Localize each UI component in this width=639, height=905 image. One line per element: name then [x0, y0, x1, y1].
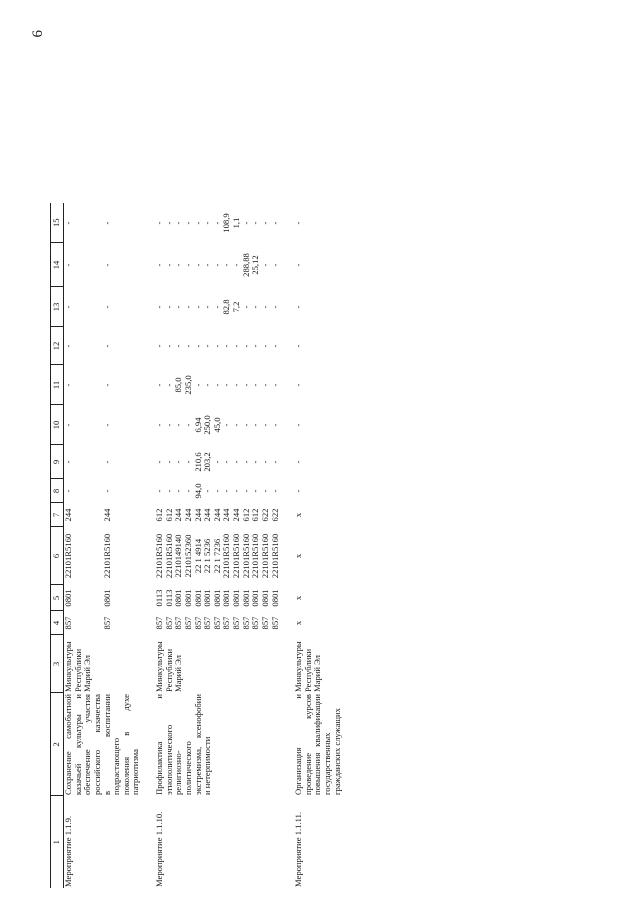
data-cell: 0801: [102, 589, 113, 607]
column-header: 6: [51, 527, 64, 585]
data-cell: -: [211, 460, 222, 464]
data-cell: -: [182, 305, 193, 309]
data-cell: 0113: [163, 589, 174, 607]
data-cell: -: [63, 460, 73, 464]
description-line: повышения квалификации: [312, 694, 323, 795]
data-cell: 244: [102, 508, 113, 522]
description-line: проведение курсов: [302, 694, 313, 795]
data-cell: -: [269, 423, 280, 427]
agency-line: Республики: [163, 648, 174, 692]
data-cell: -: [269, 489, 280, 493]
data-cell: -: [63, 221, 73, 225]
data-cell: 857: [231, 616, 241, 630]
data-cell: -: [192, 305, 203, 309]
data-cell: 857: [211, 616, 222, 630]
data-cell: 244: [173, 508, 184, 522]
data-cell: -: [259, 263, 270, 267]
data-cell: 0801: [63, 589, 73, 607]
column-header: 15: [51, 203, 64, 243]
data-cell: -: [163, 489, 174, 493]
data-cell: 244: [221, 508, 232, 522]
data-cell: -: [154, 423, 164, 427]
description-line: подрастающего: [111, 737, 122, 795]
data-cell: 22101R5160: [259, 533, 270, 579]
data-cell: -: [154, 221, 164, 225]
agency-line: Республики: [72, 648, 83, 692]
data-cell: -: [202, 383, 213, 387]
data-cell: х: [293, 553, 304, 559]
data-cell: -: [250, 460, 261, 464]
data-cell: -: [102, 423, 113, 427]
data-cell: -: [250, 305, 261, 309]
data-cell: -: [293, 489, 304, 493]
data-cell: 622: [259, 508, 270, 522]
data-cell: -: [221, 383, 232, 387]
data-cell: 22101R5160: [154, 533, 164, 579]
data-cell: 857: [173, 616, 184, 630]
data-cell: 22101R5160: [250, 533, 261, 579]
data-cell: -: [231, 383, 241, 387]
description-line: обеспечение участия: [82, 694, 93, 795]
data-cell: -: [173, 423, 184, 427]
responsible-agency: [294, 635, 342, 693]
data-cell: -: [221, 423, 232, 427]
data-cell: 0801: [240, 589, 251, 607]
data-cell: -: [192, 263, 203, 267]
description-line: Профилактика и: [154, 694, 164, 795]
data-cell: -: [154, 489, 164, 493]
data-cell: -: [221, 489, 232, 493]
description-line: государственных: [322, 732, 332, 795]
data-cell: -: [102, 489, 113, 493]
data-cell: 7,2: [231, 301, 241, 313]
data-cell: -: [163, 460, 174, 464]
description-line: гражданских служащих: [331, 708, 342, 795]
description-line: религиозно-: [173, 750, 184, 795]
column-header: 7: [51, 503, 64, 527]
data-cell: -: [182, 221, 193, 225]
data-cell: -: [63, 383, 73, 387]
data-cell: -: [154, 383, 164, 387]
data-cell: -: [182, 423, 193, 427]
column-header: 9: [51, 445, 64, 479]
data-cell: -: [269, 383, 280, 387]
description-line: политического: [182, 741, 193, 795]
data-cell: 22101R5160: [231, 533, 241, 579]
agency-line: Минкультуры: [63, 641, 73, 692]
data-cell: -: [293, 423, 304, 427]
data-cell: 244: [192, 508, 203, 522]
data-cell: 235,0: [182, 375, 193, 395]
agency-line: Минкультуры: [154, 641, 164, 692]
data-cell: 22101R5160: [163, 533, 174, 579]
data-cell: -: [259, 383, 270, 387]
data-cell: -: [163, 383, 174, 387]
data-cell: -: [293, 460, 304, 464]
data-cell: -: [102, 263, 113, 267]
data-cell: -: [102, 460, 113, 464]
measure-description: [155, 693, 280, 796]
data-cell: -: [231, 423, 241, 427]
data-cell: -: [163, 263, 174, 267]
data-cell: 210,6: [192, 452, 203, 472]
data-cell: -: [259, 460, 270, 464]
data-cell: 612: [250, 508, 261, 522]
data-cell: -: [163, 221, 174, 225]
data-cell: х: [293, 595, 304, 601]
data-cell: 612: [240, 508, 251, 522]
data-cell: 244: [211, 508, 222, 522]
budget-table: [50, 203, 342, 888]
data-cell: -: [221, 344, 232, 348]
column-header: 8: [51, 479, 64, 503]
header-row: [51, 203, 64, 888]
data-cell: 0801: [211, 589, 222, 607]
data-cell: -: [250, 423, 261, 427]
data-cell: -: [192, 383, 203, 387]
data-cell: -: [173, 460, 184, 464]
data-cell: -: [182, 344, 193, 348]
data-cell: -: [269, 344, 280, 348]
data-cell: -: [221, 460, 232, 464]
data-cell: 22101R5160: [269, 533, 280, 579]
data-cell: -: [240, 460, 251, 464]
data-cell: -: [259, 423, 270, 427]
data-cell: 22101R5160: [102, 533, 113, 579]
data-cell: -: [192, 221, 203, 225]
data-cell: -: [63, 489, 73, 493]
data-cell: 612: [154, 508, 164, 522]
column-header: 5: [51, 585, 64, 611]
data-cell: 857: [269, 616, 280, 630]
data-cell: -: [240, 305, 251, 309]
document-page: [30, 18, 610, 888]
data-cell: 857: [63, 616, 73, 630]
data-cell: -: [231, 344, 241, 348]
data-cell: 6,94: [192, 417, 203, 433]
data-cell: 0801: [221, 589, 232, 607]
data-cell: -: [211, 383, 222, 387]
data-cell: 0801: [231, 589, 241, 607]
data-cell: -: [259, 344, 270, 348]
data-cell: -: [202, 344, 213, 348]
data-cell: -: [102, 383, 113, 387]
column-header: 12: [51, 327, 64, 365]
data-cell: -: [231, 460, 241, 464]
data-cell: 857: [102, 616, 113, 630]
data-cell: -: [63, 305, 73, 309]
description-line: поколения в духе: [120, 694, 131, 795]
data-cell: 612: [163, 508, 174, 522]
agency-line: Марий Эл: [173, 655, 184, 692]
description-line: казачьей культуры и: [72, 694, 83, 795]
description-line: в воспитании: [101, 694, 112, 795]
data-cell: 244: [231, 508, 241, 522]
data-cell: 250,0: [202, 415, 213, 435]
data-cell: 0801: [250, 589, 261, 607]
description-line: Сохранение самобытной: [63, 694, 73, 795]
data-cell: -: [154, 344, 164, 348]
data-cell: -: [293, 305, 304, 309]
data-cell: -: [211, 221, 222, 225]
data-cell: -: [231, 263, 241, 267]
data-cell: 22101R5160: [63, 533, 73, 579]
data-cell: -: [163, 423, 174, 427]
data-cell: 0113: [154, 589, 164, 607]
data-cell: 0801: [269, 589, 280, 607]
description-line: патриотизма: [130, 749, 141, 795]
data-cell: -: [173, 305, 184, 309]
data-cell: 22101R5160: [240, 533, 251, 579]
data-cell: -: [102, 221, 113, 225]
column-header: 1: [51, 796, 64, 888]
description-line: Организация и: [293, 694, 304, 795]
data-cell: -: [211, 263, 222, 267]
data-cell: 857: [221, 616, 232, 630]
data-cell: 203,2: [202, 452, 213, 472]
data-cell: -: [211, 344, 222, 348]
agency-line: Марий Эл: [82, 655, 93, 692]
agency-line: Республики: [302, 648, 313, 692]
data-cell: 25,12: [250, 255, 261, 275]
data-cell: -: [202, 489, 213, 493]
data-cell: -: [240, 344, 251, 348]
data-cell: -: [250, 344, 261, 348]
data-cell: -: [182, 263, 193, 267]
agency-line: Минкультуры: [293, 641, 304, 692]
data-cell: 857: [163, 616, 174, 630]
data-cell: 0801: [192, 589, 203, 607]
data-cell: 94,0: [192, 483, 203, 499]
data-cell: -: [192, 344, 203, 348]
data-cell: 108,9: [221, 213, 232, 233]
data-cell: -: [269, 263, 280, 267]
column-header: 13: [51, 287, 64, 327]
data-cell: 22 1 7236: [211, 538, 222, 574]
data-cell: 45,0: [211, 417, 222, 433]
data-cell: -: [240, 221, 251, 225]
data-cell: -: [63, 263, 73, 267]
measure-title: Мероприятие 1.1.9.: [63, 815, 73, 887]
data-cell: -: [173, 263, 184, 267]
responsible-agency: [155, 635, 280, 693]
column-header: 11: [51, 365, 64, 405]
data-cell: -: [221, 263, 232, 267]
data-cell: 0801: [259, 589, 270, 607]
page-number: 6: [30, 30, 46, 38]
description-line: этнополитического: [163, 724, 174, 795]
data-cell: -: [154, 305, 164, 309]
data-cell: 22101R5160: [221, 533, 232, 579]
responsible-agency: [64, 635, 142, 693]
table-row: [294, 203, 342, 888]
data-cell: -: [240, 423, 251, 427]
data-cell: -: [163, 305, 174, 309]
data-cell: 857: [250, 616, 261, 630]
data-cell: 244: [63, 508, 73, 522]
data-cell: 857: [154, 616, 164, 630]
measure-description: [294, 693, 342, 796]
data-cell: -: [250, 221, 261, 225]
data-cell: -: [163, 344, 174, 348]
column-header: 4: [51, 611, 64, 635]
agency-line: Марий Эл: [312, 655, 323, 692]
data-cell: 857: [259, 616, 270, 630]
measure-title: Мероприятие 1.1.11.: [293, 811, 304, 887]
description-line: и нетерпимости: [202, 736, 213, 795]
data-cell: -: [173, 489, 184, 493]
description-line: российского казачества: [91, 694, 102, 795]
data-cell: -: [63, 344, 73, 348]
data-cell: 244: [182, 508, 193, 522]
data-cell: -: [293, 263, 304, 267]
data-cell: -: [293, 221, 304, 225]
data-cell: 857: [240, 616, 251, 630]
data-cell: 244: [202, 508, 213, 522]
data-cell: -: [173, 344, 184, 348]
data-cell: -: [102, 344, 113, 348]
data-cell: 0801: [182, 589, 193, 607]
data-cell: 622: [269, 508, 280, 522]
data-cell: 22 1 5236: [202, 538, 213, 574]
data-cell: 288,88: [240, 253, 251, 277]
data-cell: 22 1 4914: [192, 538, 203, 574]
data-cell: -: [250, 489, 261, 493]
data-cell: -: [182, 460, 193, 464]
data-cell: -: [202, 221, 213, 225]
data-cell: -: [259, 305, 270, 309]
data-cell: 857: [192, 616, 203, 630]
data-cell: 857: [202, 616, 213, 630]
table-row: [64, 203, 104, 888]
data-cell: -: [293, 383, 304, 387]
data-cell: -: [102, 305, 113, 309]
data-cell: 85,0: [173, 377, 184, 393]
column-header: 3: [51, 635, 64, 693]
data-cell: 2210152360: [182, 534, 193, 578]
column-header: 14: [51, 243, 64, 287]
data-cell: 0801: [202, 589, 213, 607]
data-cell: -: [202, 305, 213, 309]
data-cell: -: [259, 489, 270, 493]
data-cell: -: [293, 344, 304, 348]
data-cell: -: [231, 489, 241, 493]
data-cell: -: [250, 383, 261, 387]
data-cell: -: [154, 263, 164, 267]
data-cell: 1,1: [231, 217, 241, 229]
data-cell: -: [240, 383, 251, 387]
data-cell: -: [240, 489, 251, 493]
data-cell: -: [269, 305, 280, 309]
data-cell: -: [154, 460, 164, 464]
data-cell: х: [293, 512, 304, 518]
data-cell: 857: [182, 616, 193, 630]
column-header: 2: [51, 693, 64, 796]
data-cell: -: [211, 305, 222, 309]
data-cell: -: [173, 221, 184, 225]
data-cell: 82,8: [221, 299, 232, 315]
data-cell: -: [182, 489, 193, 493]
column-header: 10: [51, 405, 64, 445]
data-cell: -: [269, 460, 280, 464]
measure-description: [64, 693, 142, 796]
data-cell: -: [269, 221, 280, 225]
data-cell: -: [202, 263, 213, 267]
data-cell: -: [211, 489, 222, 493]
description-line: экстремизма, ксенофобии: [192, 694, 203, 795]
data-cell: 2210149140: [173, 534, 184, 578]
data-cell: 0801: [173, 589, 184, 607]
data-cell: -: [259, 221, 270, 225]
data-cell: -: [63, 423, 73, 427]
measure-title: Мероприятие 1.1.10.: [154, 811, 164, 887]
data-cell: х: [293, 620, 304, 626]
